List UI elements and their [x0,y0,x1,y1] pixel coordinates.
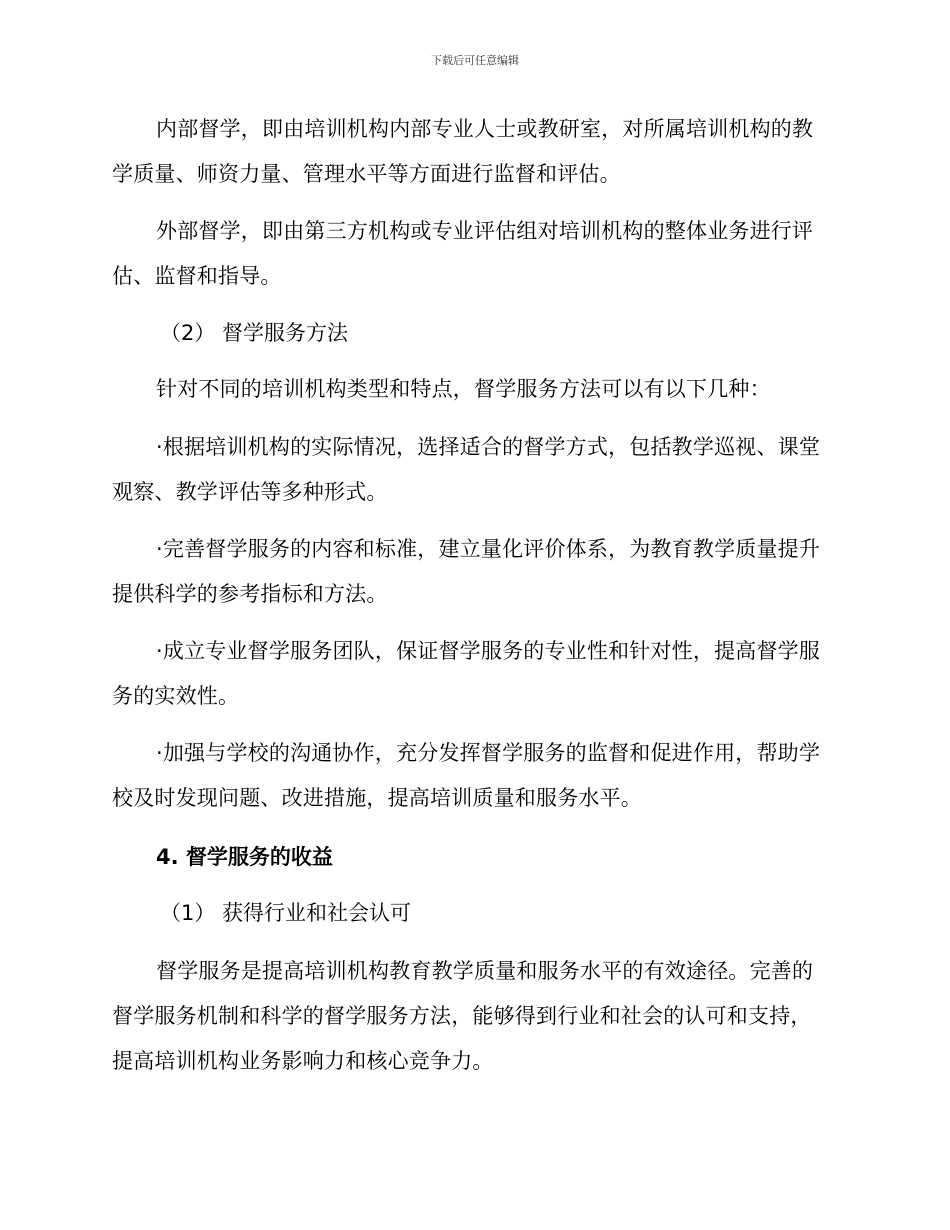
subheading-service-methods: （2） 督学服务方法 [160,321,349,345]
bullet-item-4: ·加强与学校的沟通协作，充分发挥督学服务的监督和促进作用，帮助学校及时发现问题、改进措施，提高培训质量和服务水平。 [112,741,821,810]
bullet-item-2: ·完善督学服务的内容和标准，建立量化评价体系，为教育教学质量提升提供科学的参考指标和方法。 [112,537,821,606]
subheading-recognition: （1） 获得行业和社会认可 [160,901,412,925]
paragraph-methods-intro: 针对不同的培训机构类型和特点，督学服务方法可以有以下几种： [156,377,771,401]
section-heading-benefits: 4. 督学服务的收益 [156,845,333,869]
bullet-item-1: ·根据培训机构的实际情况，选择适合的督学方式，包括教学巡视、课堂观察、教学评估等多种形式。 [112,435,821,504]
paragraph-internal-supervision: 内部督学，即由培训机构内部专业人士或教研室，对所属培训机构的教学质量、师资力量、管理水平等方面进行监督和评估。 [112,117,814,186]
bullet-item-3: ·成立专业督学服务团队，保证督学服务的专业性和针对性，提高督学服务的实效性。 [112,639,821,708]
page-header: 下载后可任意编辑 [431,54,519,67]
paragraph-recognition: 督学服务是提高培训机构教育教学质量和服务水平的有效途径。完善的督学服务机制和科学的督学服务方法，能够得到行业和社会的认可和支持，提高培训机构业务影响力和核心竞争力。 [112,959,814,1073]
paragraph-external-supervision: 外部督学，即由第三方机构或专业评估组对培训机构的整体业务进行评估、监督和指导。 [112,219,814,288]
